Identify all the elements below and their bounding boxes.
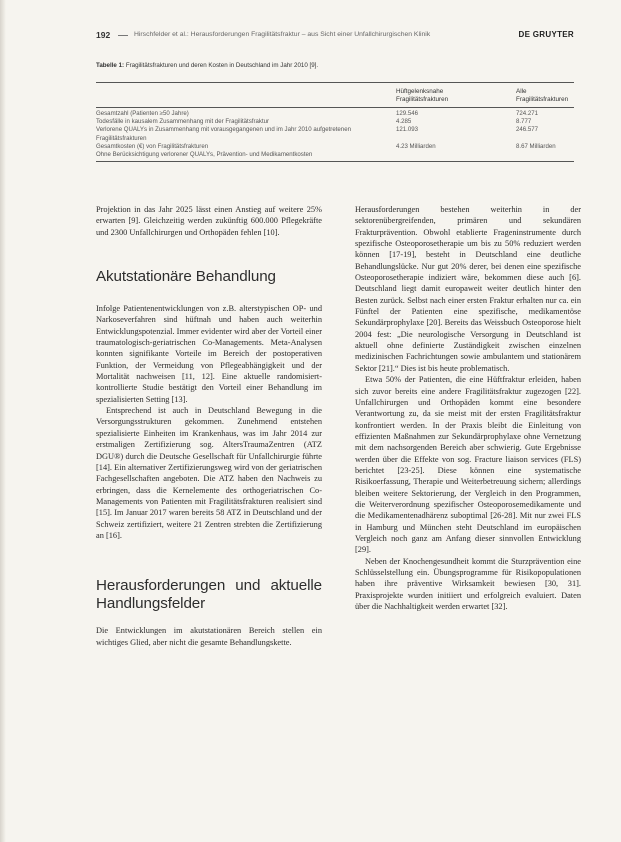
table-row-label: Verlorene QUALYs in Zusammenhang mit vorausgegangenen und im Jahr 2010 aufgetretenen Fragilitätsfrakturen xyxy=(96,126,351,142)
table-row xyxy=(96,118,574,126)
table-col1-header: Hüftgelenksnahe Fragilitätsfrakturen xyxy=(396,88,449,103)
table-cell-all: 8.777 xyxy=(516,118,532,126)
right-column xyxy=(355,204,581,612)
body-paragraph: Neben der Knochengesundheit kommt die Sturzprävention eine Schlüsselstellung ein. Übungsprogramme für Risikopopulationen haben ihre präventive Wirksamkeit bewiesen [30, 31]. Praxisprojekte wurden initiiert und erfolgreich evaluiert. Daten über die Nachhaltigkeit werden erwartet [32]. xyxy=(355,556,581,612)
table-cell-all: 246.577 xyxy=(516,126,539,134)
table-row-label: Gesamtkosten (€) von Fragilitätsfrakturen xyxy=(96,142,209,150)
table-cell-hip: 4.285 xyxy=(396,118,412,126)
section-heading-challenges: Herausforderungen und aktuelle Handlungsfelder xyxy=(96,577,322,613)
header-divider xyxy=(118,35,128,36)
body-paragraph: Herausforderungen bestehen weiterhin in der sektorenübergreifenden, primären und sekundären Frakturprävention. Obwohl etablierte Frageninstrumente durch spezifische Osteoporosetherapie um bis zu 50% reduziert werden können [17-19], besteht in Deutschland eine deutliche Behandlungslücke. Nur gut 20% derer, bei denen eine spezifische Osteoporosetherapie indiziert wäre, bekommen diese auch [6]. Deutschland liegt damit europaweit weiter deutlich hinter den Besten zurück. Selbst nach einer ersten Fraktur erhalten nur ca. ein Fünftel der Patienten eine spezifische, medikamentöse Sekundärprophylaxe [20]. Bereits das Weissbuch Osteoporose hielt 2004 fest: „Die neurologische Versorgung in Deutschland ist aktuell ohne definierte Zuständigkeit zwischen einzelnen medizinischen Fachrichtungen sowie ambulantem und stationärem Sektor [21].“ Dies ist bis heute problematisch. xyxy=(355,205,581,373)
table-cell-hip: 121.093 xyxy=(396,126,419,134)
table-row xyxy=(96,110,574,118)
table-row xyxy=(96,151,574,159)
table-row xyxy=(96,143,574,151)
table-caption xyxy=(96,62,574,69)
body-paragraph: Entsprechend ist auch in Deutschland Bewegung in die Versorgungsstrukturen gekommen. Zunehmend entstehen spezialisierte Einheiten im Krankenhaus, was im Jahr 2014 zur erstmaligen Zertifizierung sog. AltersTraumaZentren (ATZ DGU®) durch die Deutsche Gesellschaft für Unfallchirurgie führte [14]. Ein alternativer Zertifizierungsweg wird von der geriatrischen Fachgesellschaften angeboten. Die ATZ haben den Nachweis zu erbringen, dass die Kernelemente des orthogeriatrischen Co-Managements von Patienten mit Fragilitätsfrakturen realisiert sind [15]. Im Januar 2017 waren bereits 58 ATZ in Deutschland und der Schweiz zertifiziert, weitere 21 Zentren strebten die Zertifizierung an [16]. xyxy=(96,406,322,540)
table-caption-text: Fragilitätsfrakturen und deren Kosten in Deutschland im Jahr 2010 [9]. xyxy=(125,62,319,69)
table-body xyxy=(96,108,574,159)
page-edge-shadow xyxy=(0,0,6,842)
running-head: Hirschfelder et al.: Herausforderungen Fragilitätsfraktur – aus Sicht einer Unfallchirurgischen Klinik xyxy=(134,31,431,38)
section-heading-acute-care: Akutstationäre Behandlung xyxy=(96,268,276,286)
table-row xyxy=(96,126,574,142)
left-column xyxy=(96,204,322,648)
table-cell-hip: 129.546 xyxy=(396,110,419,117)
body-paragraph: Die Entwicklungen im akutstationären Bereich stellen ein wichtiges Glied, aber nicht die gesamte Behandlungskette. xyxy=(96,626,322,647)
table-row-label: Todesfälle in kausalem Zusammenhang mit der Fragilitätsfraktur xyxy=(96,118,270,126)
body-paragraph: Etwa 50% der Patienten, die eine Hüftfraktur erleiden, haben sich zuvor bereits eine andere Fragilitätsfraktur zugezogen [22]. Unfallchirurgen und Orthopäden kommt eine besondere Verantwortung zu, da sie meist mit der ersten Fragilitätsfraktur konfrontiert werden. In der Praxis bleibt die Einleitung von effizienten Maßnahmen zur Sekundärprophylaxe ohne Vernetzung mit dem nachsorgenden Bereich aber schwierig. Gute Ergebnisse werden über die Effekte von sog. Fracture liaison services (FLS) berichtet [23-25]. Diese können eine systematische Risikoerfassung, Therapie und Weiterbetreuung sichern; allerdings bleiben weitere Sektorierung, der Vergleich in den Programmen, die Weiterverordnung spezifischer Osteoporosemedikamente und die Medikamentenadhärenz suboptimal [26-28]. Mit nur zwei FLS in Hamburg und München steht Deutschland im europäischen Vergleich noch ganz am Anfang dieser sinnvollen Entwicklung [29]. xyxy=(355,375,581,555)
table-caption-label: Tabelle 1: xyxy=(96,62,125,69)
table-bottom-rule xyxy=(96,161,574,162)
table-cell-hip: 4.23 Milliarden xyxy=(396,142,436,150)
table-row-label: Gesamtzahl (Patienten ≥50 Jahre) xyxy=(96,110,189,117)
table-cell-all: 8.67 Milliarden xyxy=(516,142,556,150)
body-paragraph: Infolge Patientenentwicklungen von z.B. alterstypischen OP- und Narkoseverfahren sind hüftnah und haben auch weiterhin Entwicklungspotenzial. Immer evidenter wird aber der Vorteil einer traumatologisch-geriatrischen Co-Managements. Meta-Analysen konnten signifikante Vorteile im Bereich der postoperativen Funktion, der Vermeidung von Pflegeabhängigkeit und der Mortalität nachweisen [11, 12]. Eine aktuelle randomisiert-kontrollierte Studie bestätigt den Vorteil einer Behandlung im spezialisierten Setting [13]. xyxy=(96,304,322,404)
table-header-row xyxy=(96,83,574,107)
publisher-logo: DE GRUYTER xyxy=(518,30,574,39)
page-number: 192 xyxy=(96,30,111,40)
data-table xyxy=(96,82,574,162)
table-footnote-row: Ohne Berücksichtigung verlorener QUALYs, Prävention- und Medikamentkosten xyxy=(96,151,313,159)
intro-paragraph: Projektion in das Jahr 2025 lässt einen Anstieg auf weitere 25% erwarten [9]. Gleichzeitig werden zukünftig 600.000 Pflegekräfte und 2300 Unfallchirurgen und Orthopäden fehlen [10]. xyxy=(96,205,322,237)
table-cell-all: 724.271 xyxy=(516,110,539,117)
table-col2-header: Alle Fragilitätsfrakturen xyxy=(516,88,569,103)
page-header xyxy=(96,30,574,44)
